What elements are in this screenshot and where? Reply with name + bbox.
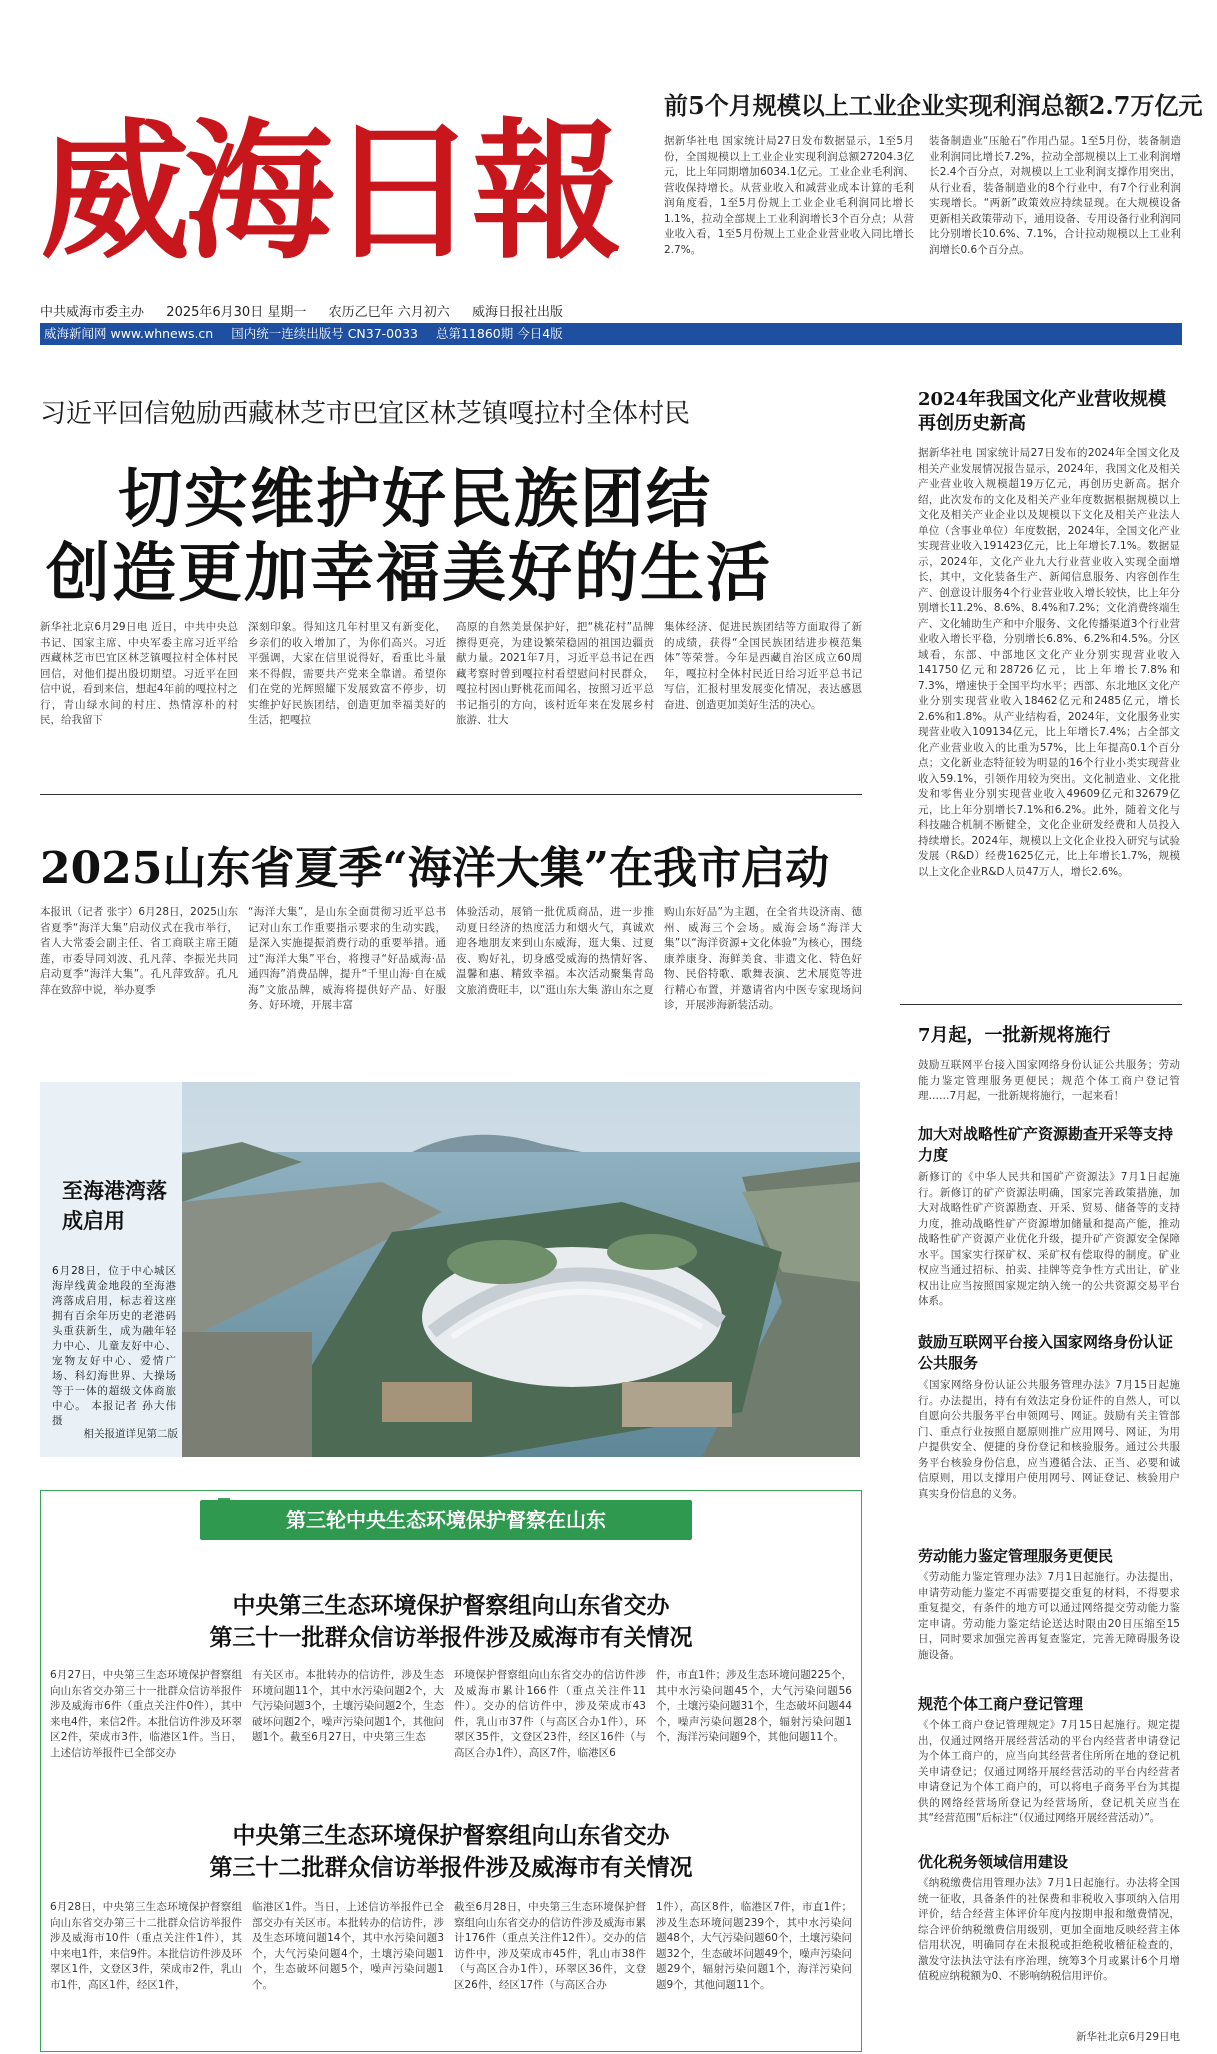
rules-byline: 新华社北京6月29日电	[1075, 2031, 1180, 2043]
lead-kicker: 习近平回信勉励西藏林芝市巴宜区林芝镇嘎拉村全体村民	[40, 399, 691, 429]
masthead-info	[40, 301, 563, 320]
photo-related: 相关报道详见第二版	[83, 1428, 178, 1440]
lead-col4: 集体经济、促进民族团结等方面取得了新的成绩，获得“全国民族团结进步模范集体”等荣誉。今年是西藏自治区成立60周年，嘎拉村全体村民近日给习近平总书记写信，汇报村里发展变化情况，表达感恩奋进、创造更加美好生活的决心。	[664, 621, 862, 711]
sea-col4: 购山东好品”为主题，在全省共设济南、德州、威海三个会场。威海会场“海洋大集”以“海洋资源+文化体验”为核心，围绕康养康身、海鲜美食、非遗文化、特色好物、民俗特歌、歌舞表演、艺术展览等进行精心布置，并邀请省内中医专家现场问诊，开展涉海新装活动。	[664, 906, 862, 1011]
issue-text: 总第11860期 今日4版	[435, 326, 563, 341]
photo-title: 至海港湾落成启用	[62, 1178, 167, 1233]
sea-col1: 本报讯（记者 张宇）6月28日，2025山东省夏季“海洋大集”启动仪式在我市举行，省人大常委会副主任、省工商联主席王随莲，市委导同刘波、孔凡萍、李振光共同启动夏季“海洋大集”。孔凡萍致辞。孔凡萍在致辞中说，举办夏季	[40, 906, 238, 996]
masthead-lunar: 农历乙巳年 六月初六	[328, 305, 450, 320]
eco-h2-line1: 中央第三生态环境保护督察组向山东省交办	[232, 1822, 670, 1849]
site-url[interactable]: 威海新闻网 www.whnews.cn	[44, 326, 214, 341]
top-news-title: 前5个月规模以上工业企业实现利润总额2.7万亿元	[664, 91, 1203, 120]
top-news-col2: 装备制造业“压舱石”作用凸显。1至5月份，装备制造业利润同比增长7.2%，拉动全部规模以上工业利润增长2.4个百分点，对规模以上工业利润支撑作用突出，从行业看，装备制造业的8个行业中，有7个行业利润实现增长。“两新”政策效应持续显现。在大规模设备更新相关政策带动下，通用设备、专用设备行业利润同比分别增长10.6%、7.1%，合计拉动规模以上工业利润增长0.6个百分点。	[929, 135, 1181, 256]
rules-headline: 7月起，一批新规将施行	[918, 1025, 1111, 1046]
masthead-publisher: 威海日报社出版	[472, 305, 564, 320]
eco-a-col2: 有关区市。本批转办的信访件，涉及生态环境问题11个，其中水污染问题2个，大气污染问题3个，土壤污染问题2个，生态破坏问题2个，噪声污染问题1个，其他问题1个。截至6月27日，中央第三生态	[252, 1669, 444, 1743]
masthead-logo: 威海日報	[40, 104, 617, 280]
rule1-text: 新修订的《中华人民共和国矿产资源法》7月1日起施行。新修订的矿产资源法明确，国家完善政策措施，加大对战略性矿产资源勘查、开采、贸易、储备等的支持力度，推动战略性矿产资源增加储量和提高产能，推动战略性矿产资源产业优化升级，提升矿产资源安全保障水平。国家实行探矿权、采矿权有偿取得的制度。矿业权应当通过招标、拍卖、挂牌等竞争性方式出让，矿业权出让应当按照国家规定纳入统一的公共资源交易平台体系。	[918, 1171, 1180, 1307]
masthead-org: 中共威海市委主办	[40, 305, 145, 320]
rule3-headline: 劳动能力鉴定管理服务更便民	[918, 1547, 1114, 1565]
masthead-date: 2025年6月30日 星期一	[166, 305, 307, 320]
eco-h1-line2: 第三十一批群众信访举报件涉及威海市有关情况	[209, 1624, 693, 1651]
rule3-text: 《劳动能力鉴定管理办法》7月1日起施行。办法提出，申请劳动能力鉴定不再需要提交重复的材料，不得要求重复提交，有条件的地方可以通过网络提交劳动能力鉴定申请。劳动能力鉴定结论送达时限由20日压缩至15日，同时要求加强完善再复查鉴定，完善无障碍服务设施设备。	[918, 1571, 1180, 1661]
sidebar-divider-1	[900, 1004, 1182, 1005]
culture-text: 据新华社电 国家统计局27日发布的2024年全国文化及相关产业发展情况报告显示，2024年，我国文化及相关产业营业收入规模超19万亿元，再创历史新高。据介绍，此次发布的文化及相关产业年度数据根据规模以上文化及相关产业企业以及规模以下文化及相关产业法人单位（含事业单位）年度数据，2024年，全国文化产业实现营业收入191423亿元，比上年增长7.1%。数据显示，2024年，文化产业九大行业营业收入实现全面增长，其中，文化装备生产、新闻信息服务、内容创作生产、创意设计服务4个行业营业收入增长较快，比上年分别增长11.2%、8.6%、8.4%和7.2%；文化消费终端生产、文化辅助生产和中介服务、文化传播渠道3个行业营业收入增长平稳，分别增长6.8%、6.2%和4.5%。分区域看，东部、中部地区文化产业分别实现营业收入141750亿元和28726亿元，比上年增长7.8%和7.3%，增速快于全国平均水平；西部、东北地区文化产业分别实现营业收入18462亿元和2485亿元，增长2.6%和1.8%。从产业结构看，2024年，文化服务业实现营业收入109134亿元，比上年增长7.4%；占全部文化产业营业收入的比重为57%，比上年提高0.1个百分点；文化新业态特征较为明显的16个行业小类实现营业收入59.1%，引领作用较为突出。文化制造业、文化批发和零售业分别实现营业收入49609亿元和32679亿元，比上年分别增长7.1%和6.2%。此外，随着文化与科技融合机制不断健全，文化企业研发经费和人员投入持续增长。2024年，规模以上文化企业投入研究与试验发展（R&D）经费1625亿元，比上年增长1.7%，规模以上文化企业R&D人员47万人，增长2.6%。	[918, 447, 1180, 878]
rule2-headline: 鼓励互联网平台接入国家网络身份认证公共服务	[918, 1333, 1174, 1372]
masthead-bar	[40, 323, 1182, 345]
rule4-headline: 规范个体工商户登记管理	[918, 1695, 1084, 1713]
eco-b-col1: 6月28日，中央第三生态环境保护督察组向山东省交办第三十二批群众信访举报件涉及威海市10件（重点关注件1件），其中来电1件，来信9件。本批信访件涉及环翠区1件，文登区3件，荣成市2件，乳山市1件，高区1件，经区1件，	[50, 1901, 242, 1991]
lead-col2: 深刻印象。得知这几年村里又有新变化，乡亲们的收入增加了，为你们高兴。习近平强调，大家在信里说得好，看重比斗量来不得假，需要共产党来全靠谱。希望你们在党的光辉照耀下发展致富不停步，切实维护好民族团结，创造更加幸福美好的生活，把嘎拉	[248, 621, 446, 726]
sea-headline: 2025山东省夏季“海洋大集”在我市启动	[40, 843, 830, 894]
eco-banner: 第三轮中央生态环境保护督察在山东	[200, 1500, 692, 1540]
eco-a-col3: 环境保护督察组向山东省交办的信访件涉及威海市累计166件（重点关注件11件）。交办的信访件中，涉及荣成市43件，乳山市37件（与高区合办1件），环翠区35件，文登区23件，经区16件（与高区合办1件），高区7件，临港区6	[454, 1669, 646, 1759]
top-news-col1: 据新华社电 国家统计局27日发布数据显示，1至5月份，全国规模以上工业企业实现利润总额27204.3亿元，比上年同期增加6034.1亿元。工业企业毛利润、营收保持增长。从营业收入和减营业成本计算的毛利润角度看，1至5月份规上工业企业毛利润同比增长1.1%，拉动全部规上工业利润增长3个百分点；从营业收入看，1至5月份规上工业企业营业收入同比增长2.7%。	[664, 135, 914, 256]
photo-caption-box	[40, 1082, 182, 1457]
issn-text: 国内统一连续出版号 CN37-0033	[231, 326, 418, 341]
section-divider	[40, 794, 862, 795]
sea-col3: 体验活动，展销一批优质商品，进一步推动夏日经济的热度活力和烟火气，真诚欢迎各地朋友来到山东威海，逛大集、过夏夜、购好礼，切身感受威海的热情好客、温馨和惠、精致幸福。本次活动聚集青岛文旅消费旺丰，以“逛山东大集 游山东之夏	[456, 906, 654, 996]
rule2-text: 《国家网络身份认证公共服务管理办法》7月15日起施行。办法提出，持有有效法定身份证件的自然人，可以自愿向公共服务平台申领网号、网证。鼓励有关主管部门、重点行业按照自愿原则推广应用网号、网证，为用户提供安全、便捷的身份登记和核验服务。通过公共服务平台核验身份信息，应当遵循合法、正当、必要和诚信原则，用以支撑用户使用网号、网证登记、核验用户真实身份信息的义务。	[918, 1379, 1180, 1500]
rule5-text: 《纳税缴费信用管理办法》7月1日起施行。办法将全国统一征收，具备条件的社保费和非税收入事项纳入信用评价，结合经营主体评价年度内按期申报和缴费情况，综合评价纳税缴费信用级别，更加全面地反映经营主体信用状况，明确同存在未报税或拒绝税收稽征检查的，激发守法执法守法有序治理，统筹3个月或累计6个月增值税应纳税额为0、不影响纳税信用评价。	[918, 1877, 1180, 1982]
lead-headline-2: 创造更加幸福美好的生活	[46, 536, 772, 611]
eco-h2-line2: 第三十二批群众信访举报件涉及威海市有关情况	[209, 1854, 693, 1881]
eco-a-col1: 6月27日，中央第三生态环境保护督察组向山东省交办第三十一批群众信访举报件涉及威海市6件（重点关注件0件），其中来电4件，来信2件。本批信访件涉及环翠区2件，荣成市3件，临港区1件。当日，上述信访举报件已全部交办	[50, 1669, 242, 1759]
lead-headline-1: 切实维护好民族团结	[118, 462, 712, 537]
photo-caption: 6月28日，位于中心城区海岸线黄金地段的至海港湾落成启用，标志着这座拥有百余年历史的老港码头重获新生，成为融年轻力中心、儿童友好中心、宠物友好中心、爱情广场、科幻海世界、大操场等于一体的超级文体商旅中心。 本报记者 孙大伟 摄	[52, 1265, 176, 1427]
eco-b-col3: 截至6月28日，中央第三生态环境保护督察组向山东省交办的信访件涉及威海市累计176件（重点关注件12件）。交办的信访件中，涉及荣成市45件，乳山市38件（与高区合办1件），环翠区36件，文登区26件，经区17件（与高区合办	[454, 1901, 646, 1991]
lead-col3: 高原的自然美景保护好，把“桃花村”品牌擦得更亮，为建设繁荣稳固的祖国边疆贡献力量。2021年7月，习近平总书记在西藏考察时曾到嘎拉村看望慰问村民群众，嘎拉村因山野桃花而闻名，按照习近平总书记指引的方向，该村近年来在发展乡村旅游、壮大	[456, 621, 654, 726]
rule5-headline: 优化税务领域信用建设	[918, 1853, 1069, 1871]
harbor-aerial-photo	[182, 1082, 860, 1457]
lead-col1: 新华社北京6月29日电 近日，中共中央总书记、国家主席、中央军委主席习近平给西藏林芝市巴宜区林芝镇嘎拉村全体村民回信，对他们提出殷切期望。习近平在回信中说，看到来信，想起4年前的嘎拉村之行，青山绿水间的村庄、热情淳朴的村民，给我留下	[40, 621, 238, 726]
eco-b-col2: 临港区1件。当日，上述信访举报件已全部交办有关区市。本批转办的信访件，涉及生态环境问题14个，其中水污染问题3个，大气污染问题4个，土壤污染问题1个，生态破坏问题5个，噪声污染问题1个。	[252, 1901, 444, 1991]
eco-b-col4: 1件），高区8件，临港区7件，市直1件；涉及生态环境问题239个，其中水污染问题48个，大气污染问题60个，土壤污染问题32个，生态破坏问题49个，噪声污染问题29个，辐射污染问题1个，海洋污染问题9个，其他问题11个。	[656, 1901, 852, 1991]
rules-intro: 鼓励互联网平台接入国家网络身份认证公共服务；劳动能力鉴定管理服务更便民；规范个体工商户登记管理……7月起，一批新规将施行，一起来看！	[918, 1059, 1180, 1102]
eco-a-col4: 件，市直1件；涉及生态环境问题225个，其中水污染问题45个，大气污染问题56个，土壤污染问题31个，生态破坏问题44个，噪声污染问题28个，辐射污染问题1个，海洋污染问题9个，其他问题11个。	[656, 1669, 852, 1743]
rule1-headline: 加大对战略性矿产资源勘查开采等支持力度	[918, 1125, 1174, 1164]
sea-col2: “海洋大集”，是山东全面贯彻习近平总书记对山东工作重要指示要求的生动实践，是深入实施提振消费行动的重要举措。通过“海洋大集”平台，将搜寻“好品威海·品通四海”消费品牌，提升“千里山海·自在威海”文旅品牌，威海将提供好产品、好服务、好环境，开展丰富	[248, 906, 446, 1011]
eco-h1-line1: 中央第三生态环境保护督察组向山东省交办	[232, 1592, 670, 1619]
rule4-text: 《个体工商户登记管理规定》7月15日起施行。规定提出，仅通过网络开展经营活动的平台内经营者申请登记为个体工商户的，应当向其经营者住所所在地的登记机关申请登记；仅通过网络开展经营活动的平台内经营者申请登记为个体工商户的，可以将电子商务平台为其提供的网络经营场所登记为经营场所，登记机关应当在其“经营范围”后标注“（仅通过网络开展经营活动）”。	[918, 1719, 1180, 1824]
culture-headline: 2024年我国文化产业营收规模再创历史新高	[918, 389, 1167, 434]
